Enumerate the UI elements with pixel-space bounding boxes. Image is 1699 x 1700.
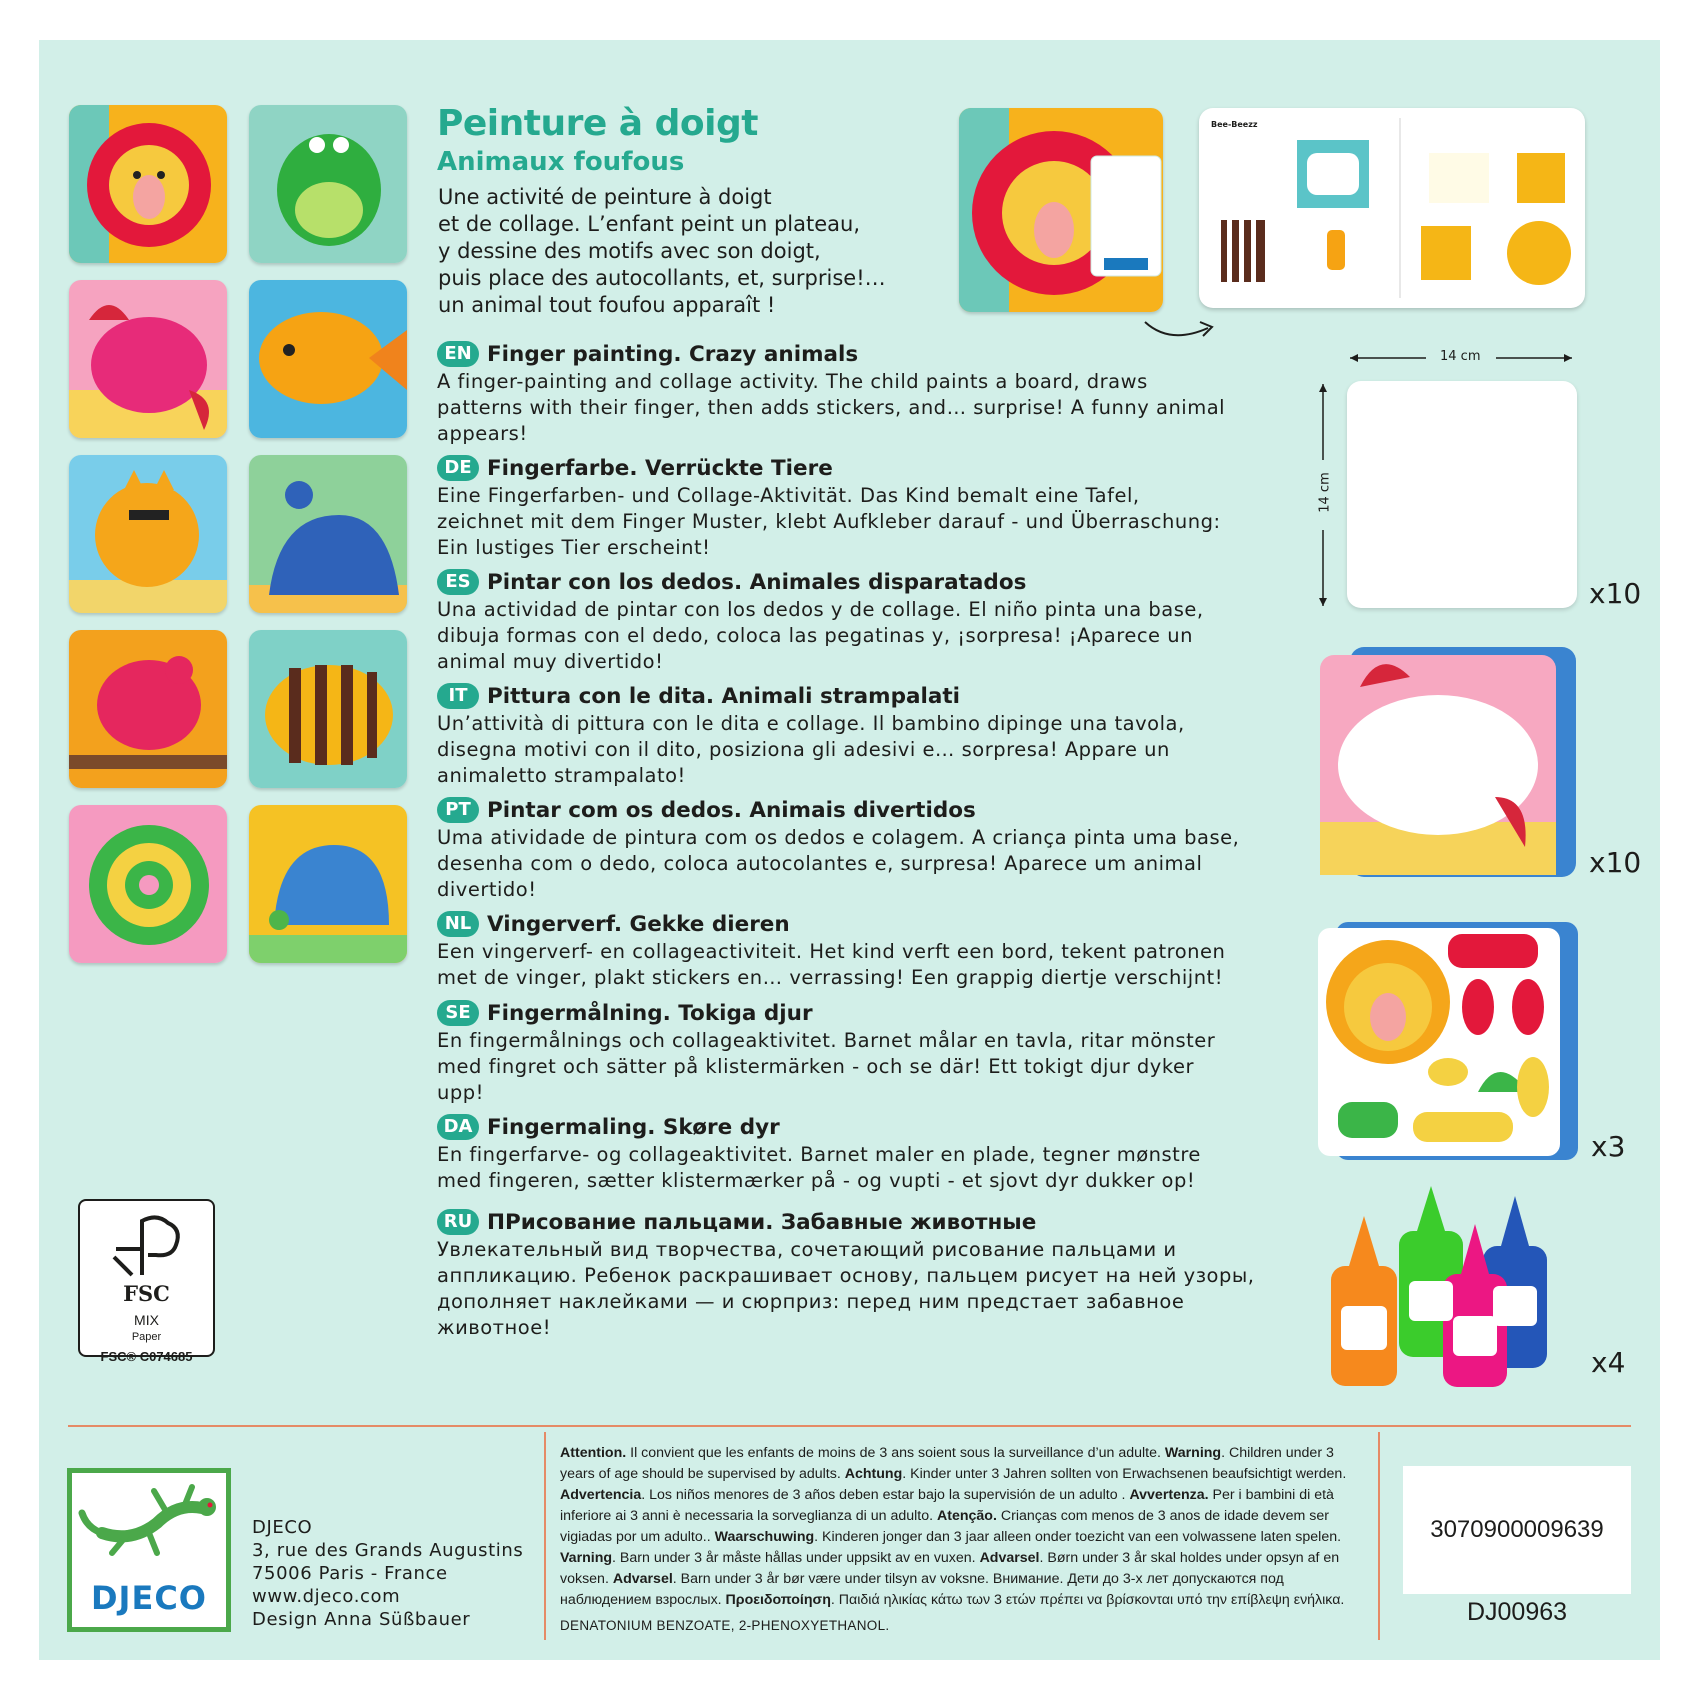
lang-code-badge: DA [437,1114,479,1140]
barcode-number: 3070900009639 [1430,1516,1604,1543]
stencils-quantity: x10 [1589,846,1642,879]
lang-line: animal muy divertido! [437,650,664,673]
warning-label: Avvertenza. [1129,1487,1209,1503]
djeco-logo-text: DJECO [90,1579,207,1617]
address-line: Design Anna Süßbauer [252,1609,471,1630]
product-reference: DJ00963 [1466,1598,1568,1626]
warning-text: Per i bambini di età inferiore ai 3 anni è necessaria la sorveglianza di un adulto. [560,1487,1334,1524]
lang-code-badge: PT [437,797,479,823]
tile-dinosaur [249,455,407,613]
stencil-card [1320,647,1576,877]
lang-title: Fingermaling. Skøre dyr [487,1114,780,1140]
lang-line: аппликацию. Ребенок раскрашивает основу, пальцем рисует на ней узоры, [437,1264,1255,1287]
lang-line: En fingerfarve- og collageaktivitet. Barnet maler en plade, tegner mønstre [437,1143,1201,1166]
lang-line: Увлекательный вид творчества, сочетающий рисование пальцами и [437,1238,1177,1261]
fsc-code: FSC® C074685 [100,1349,193,1364]
lang-line: Uma atividade de pintura com os dedos e colagem. A criança pinta uma base, [437,826,1240,849]
warning-label: Advertencia [560,1487,642,1503]
address-line: DJECO [252,1517,313,1538]
lang-code-badge: ES [437,569,479,595]
tile-snake [69,805,227,963]
lang-line: животное! [437,1316,552,1339]
lang-line: appears! [437,422,528,445]
lang-block-de [437,453,1267,561]
lang-line: patterns with their finger, then adds stickers, and… surprise! A funny animal [437,396,1226,419]
warning-label: Attention. [560,1445,627,1461]
intro-line: un animal tout foufou apparaît ! [438,293,776,317]
curved-arrow-icon [1140,300,1220,345]
lang-block-ru [437,1207,1267,1341]
boards-quantity: x10 [1589,577,1642,610]
tile-bird [69,630,227,788]
lang-line: Una actividad de pintar con los dedos y de collage. El niño pinta una base, [437,598,1204,621]
lang-block-en [437,339,1267,447]
lang-block-es [437,567,1267,675]
warning-text: . Children under 3 years of age should be supervised by adults. [560,1445,1334,1482]
instruction-booklet [1199,108,1585,308]
chemical-ingredients: DENATONIUM BENZOATE, 2-PHENOXYETHANOL. [560,1618,890,1633]
lang-code-badge: SE [437,1000,479,1026]
tile-cat [69,455,227,613]
width-label: 14 cm [1440,349,1481,364]
intro-line: y dessine des motifs avec son doigt, [438,239,821,263]
fsc-type: MIX [134,1312,159,1328]
warning-label: Warning [1164,1445,1222,1461]
lang-block-se [437,998,1267,1106]
lang-line: A finger-painting and collage activity. The child paints a board, draws [437,370,1148,393]
intro-line: Une activité de peinture à doigt [438,185,772,209]
lang-line: divertido! [437,878,537,901]
product-title: Peinture à doigt [437,103,758,144]
fsc-sub: Paper [131,1331,162,1343]
lang-line: Ein lustiges Tier erscheint! [437,536,711,559]
warning-label: Advarsel [979,1550,1040,1566]
warning-text: . Kinderen jonger dan 3 jaar alleen onder toezicht van een volwassene laten spelen. [814,1529,1342,1545]
warning-text: . Los niños menores de 3 años deben estar bajo la supervisión de un adulto . [641,1487,1130,1503]
board-with-booklet [959,108,1163,312]
tile-fish [249,280,407,438]
lang-block-da [437,1112,1267,1194]
warning-label: Atenção. [937,1508,997,1524]
warning-text: . Kinder unter 3 Jahren sollten von Erwachsenen beaufsichtigt werden. [902,1466,1347,1482]
address-line: 3, rue des Grands Augustins [252,1540,524,1561]
paint-bottles [1323,1186,1563,1391]
lang-title: Fingermålning. Tokiga djur [487,1000,813,1026]
footer-divider [544,1432,546,1640]
tile-lion [69,105,227,263]
lang-title: Pintar com os dedos. Animais divertidos [487,797,976,823]
sticker-sheet [1318,922,1578,1160]
tile-turtle [249,805,407,963]
warning-text: . Barn under 3 år bør være under tilsyn av voksne. Внимание. Дети до 3-х лет допускаются под наблюдением взрослых. [560,1571,1284,1608]
lang-title: Finger painting. Crazy animals [487,341,859,367]
lang-block-it [437,681,1267,789]
lang-block-pt [437,795,1267,903]
intro-text [438,184,898,319]
height-label: 14 cm [1317,472,1333,513]
lang-line: upp! [437,1081,484,1104]
blank-board [1347,381,1577,608]
lang-line: disegna motivi con il dito, posiziona gli adesivi e… sorpresa! Appare un [437,738,1170,761]
warning-text: . Børn under 3 år skal holdes under opsyn af en voksen. [560,1550,1340,1587]
lang-line: En fingermålnings och collageaktivitet. Barnet målar en tavla, ritar mönster [437,1029,1216,1052]
paints-quantity: x4 [1591,1346,1626,1379]
warning-label: Προειδοποίηση [725,1592,831,1608]
warning-text: Il convient que les enfants de moins de 3 ans soient sous la surveillance d’un adulte. [626,1445,1165,1461]
tile-bee [249,630,407,788]
warning-text: Crianças com menos de 3 anos de idade devem ser vigiadas por um adulto.. [560,1508,1329,1545]
address-line: 75006 Paris - France [252,1563,448,1584]
fsc-logo [78,1199,215,1364]
lang-line: Eine Fingerfarben- und Collage-Aktivität. Das Kind bemalt eine Tafel, [437,484,1140,507]
stickers-quantity: x3 [1591,1130,1626,1163]
lang-line: zeichnet mit dem Finger Muster, klebt Aufkleber darauf - und Überraschung: [437,510,1221,533]
lang-line: med fingeren, sætter klistermærker på - og vupti - et sjovt dyr dukker op! [437,1169,1196,1192]
lang-code-badge: EN [437,341,479,367]
lang-title: ПРисование пальцами. Забавные животные [487,1209,1037,1235]
lang-code-badge: RU [437,1209,479,1235]
lang-line: animaletto strampalato! [437,764,686,787]
warning-label: Waarschuwing [714,1529,815,1545]
tile-frog [249,105,407,263]
lang-line: desenha com o dedo, coloca autocolantes e, surpresa! Aparece um animal [437,852,1203,875]
product-subtitle: Animaux foufous [437,147,685,177]
lang-title: Pintar con los dedos. Animales disparatados [487,569,1027,595]
lang-title: Fingerfarbe. Verrückte Tiere [487,455,833,481]
warning-label: Achtung [844,1466,903,1482]
footer-divider [68,1425,1631,1427]
lang-line: дополняет наклейками — и сюрприз: перед ним предстает забавное [437,1290,1185,1313]
lang-code-badge: NL [437,911,479,937]
lang-block-nl [437,909,1267,991]
tile-crab [69,280,227,438]
warning-label: Varning [560,1550,613,1566]
company-address [252,1516,523,1631]
warning-text: . Παιδιά ηλικίας κάτω των 3 ετών πρέπει να βρίσκονται υπό την επίβλεψη ενήλικα. [830,1592,1345,1608]
lang-line: Un’attività di pittura con le dita e collage. Il bambino dipinge una tavola, [437,712,1185,735]
address-line: www.djeco.com [252,1586,401,1607]
lang-line: med fingret och sätter på klistermärken - och se där! Ett tokigt djur dyker [437,1055,1194,1078]
lang-line: Een vingerverf- en collageactiviteit. Het kind verft een bord, tekent patronen [437,940,1226,963]
safety-warning [560,1443,1368,1611]
booklet-title: Bee-Beezz [1211,120,1258,129]
intro-line: et de collage. L’enfant peint un plateau, [438,212,861,236]
lang-title: Vingerverf. Gekke dieren [487,911,790,937]
fsc-tree-icon [102,1209,192,1281]
intro-line: puis place des autocollants, et, surprise!… [438,266,886,290]
warning-text: . Barn under 3 år måste hållas under uppsikt av en vuxen. [612,1550,980,1566]
lang-code-badge: DE [437,455,479,481]
lang-line: dibuja formas con el dedo, coloca las pegatinas y, ¡sorpresa! ¡Aparece un [437,624,1193,647]
djeco-logo [67,1468,231,1632]
lang-code-badge: IT [437,683,479,709]
lang-title: Pittura con le dita. Animali strampalati [487,683,960,709]
fsc-brand: FSC [123,1281,170,1306]
lang-line: met de vinger, plakt stickers en… verrassing! Een grappig diertje verschijnt! [437,966,1224,989]
warning-label: Advarsel [612,1571,673,1587]
footer-divider [1378,1432,1380,1640]
gecko-icon [72,1473,226,1573]
